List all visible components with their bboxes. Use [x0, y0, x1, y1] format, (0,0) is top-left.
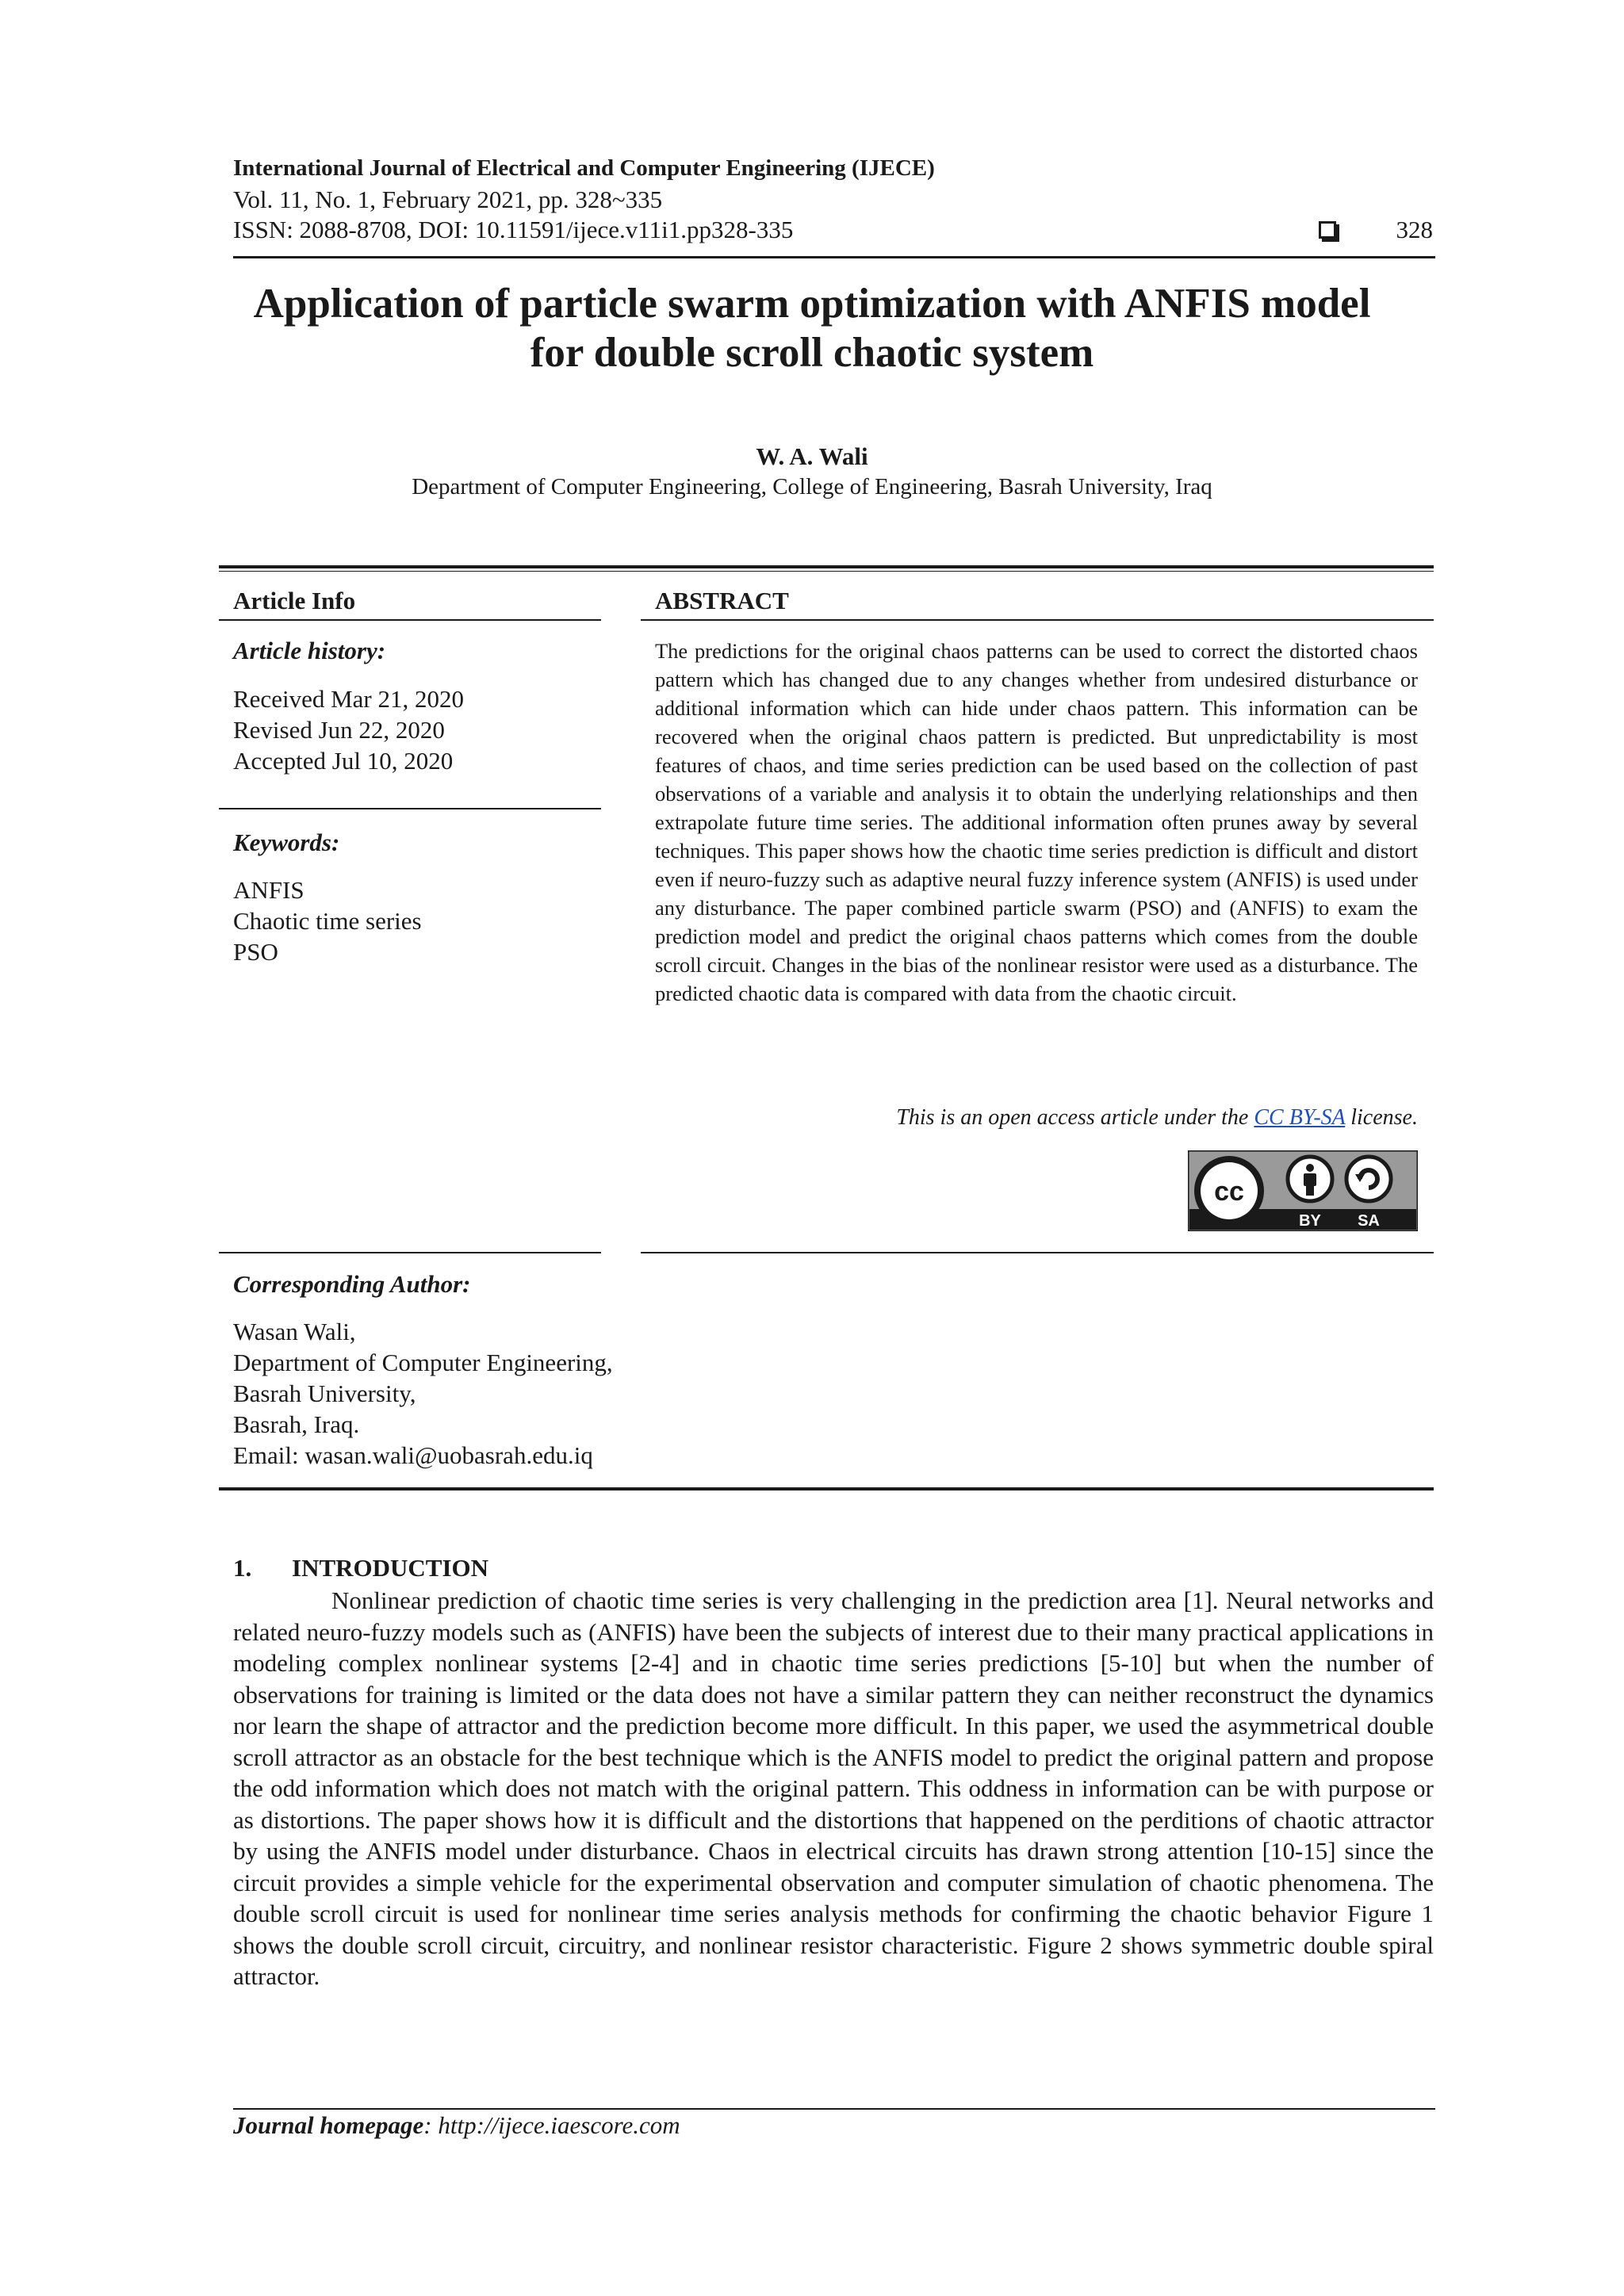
issn-doi: ISSN: 2088-8708, DOI: 10.11591/ijece.v11i1.pp328-335 [233, 216, 794, 243]
section-number: 1. [233, 1554, 252, 1582]
footer-rule [233, 2108, 1435, 2110]
by-person-icon [1288, 1157, 1332, 1201]
author-name: W. A. Wali [756, 442, 868, 470]
keywords-list [233, 874, 422, 967]
article-info-rule [219, 619, 601, 621]
badge-sa-label: SA [1358, 1212, 1380, 1230]
abstract-rule [641, 619, 1434, 621]
page-number: 328 [1396, 216, 1433, 243]
cc-by-sa-badge[interactable] [1188, 1150, 1418, 1231]
sa-share-alike-icon [1346, 1157, 1391, 1201]
cc-letters: cc [1214, 1177, 1244, 1207]
info-top-rule-thin [219, 571, 1434, 572]
corresponding-top-rule [219, 1252, 601, 1253]
footer-label: Journal homepage [233, 2111, 424, 2139]
keyword-item: Chaotic time series [233, 907, 422, 935]
license-link[interactable]: CC BY-SA [1254, 1105, 1346, 1130]
info-bottom-rule [219, 1487, 1434, 1490]
journal-homepage [233, 2111, 680, 2140]
license-statement [655, 1105, 1418, 1131]
abstract-text: The predictions for the original chaos patterns can be used to correct the distorted chaos pattern which has changed due to any changes whether from undesired disturbance or additional information which can hide under chaos pattern. This information can be recovered when the original chaos pattern is predicted. But unpredictability is most features of chaos, and time series prediction can be used based on the collection of past observations of a variable and analysis it to obtain the underlying relationships and then extrapolate future time series. The additional information often prunes away by several techniques. This paper shows how the chaotic time series prediction is difficult and distort even if neuro-fuzzy such as adaptive neural fuzzy inference system (ANFIS) is used under any disturbance. The paper combined particle swarm (PSO) and (ANFIS) to exam the prediction model and predict the original chaos patterns which comes from the double scroll circuit. Changes in the bias of the nonlinear resistor were used as a disturbance. The predicted chaotic data is compared with data from the chaotic circuit. [655, 639, 1418, 1005]
article-history-heading: Article history: [233, 637, 386, 664]
title-line-1: Application of particle swarm optimization with ANFIS model [253, 281, 1371, 327]
corresponding-university: Basrah University, [233, 1380, 416, 1407]
journal-name: International Journal of Electrical and Computer Engineering (IJECE) [233, 155, 935, 181]
paper-title [190, 279, 1434, 377]
article-info-heading: Article Info [233, 587, 356, 614]
square-bullet-icon [1319, 221, 1336, 239]
history-revised: Revised Jun 22, 2020 [233, 716, 445, 744]
section-title: INTRODUCTION [292, 1554, 489, 1582]
corresponding-department: Department of Computer Engineering, [233, 1349, 613, 1376]
introduction-paragraph: Nonlinear prediction of chaotic time series is very challenging in the prediction area [1]. Neural networks and related neuro-fuzzy models such as (ANFIS) have been the subjects of interest due to their many practical applications in modeling complex nonlinear systems [2-4] and in chaotic time series predictions [5-10] but when the number of observations for training is limited or the data does not have a similar pattern they can neither reconstruct the dynamics nor learn the shape of attractor and the prediction become more difficult. In this paper, we used the asymmetrical double scroll attractor as an obstacle for the best technique which is the ANFIS model to predict the original pattern and propose the odd information which does not match with the original pattern. This oddness in information can be with purpose or as distortions. The paper shows how it is difficult and the distortions that happened on the perditions of chaotic attractor by using the ANFIS model under disturbance. Chaos in electrical circuits has drawn strong attention [10-15] since the circuit provides a simple vehicle for the experimental observation and computer simulation of chaotic phenomena. The double scroll circuit is used for nonlinear time series analysis methods for confirming the chaotic behavior Figure 1 shows the double scroll circuit, circuitry, and nonlinear resistor characteristic. Figure 2 shows symmetric double spiral attractor. [233, 1586, 1434, 1990]
article-history-list [233, 683, 464, 776]
keywords-rule [219, 808, 601, 809]
title-line-2: for double scroll chaotic system [530, 330, 1094, 376]
badge-by-label: BY [1299, 1212, 1321, 1230]
keywords-heading: Keywords: [233, 828, 340, 856]
corresponding-location: Basrah, Iraq. [233, 1410, 360, 1438]
introduction-heading [233, 1554, 488, 1582]
author-affiliation: Department of Computer Engineering, College of Engineering, Basrah University, Iraq [412, 474, 1212, 499]
corresponding-author-details [233, 1316, 613, 1471]
abstract-bottom-rule [641, 1252, 1434, 1253]
keyword-item: ANFIS [233, 876, 304, 904]
footer-url[interactable]: : http://ijece.iaescore.com [423, 2111, 680, 2139]
corresponding-name: Wasan Wali, [233, 1318, 356, 1345]
corresponding-author-heading: Corresponding Author: [233, 1270, 471, 1298]
volume-info: Vol. 11, No. 1, February 2021, pp. 328~335 [233, 186, 663, 213]
keyword-item: PSO [233, 938, 278, 966]
license-prefix: This is an open access article under the [896, 1105, 1254, 1130]
info-top-rule [219, 565, 1434, 568]
history-received: Received Mar 21, 2020 [233, 685, 464, 713]
history-accepted: Accepted Jul 10, 2020 [233, 747, 454, 775]
abstract-heading: ABSTRACT [655, 587, 789, 614]
cc-icon [1194, 1156, 1264, 1226]
corresponding-email[interactable]: Email: wasan.wali@uobasrah.edu.iq [233, 1441, 593, 1469]
license-suffix: license. [1345, 1105, 1418, 1130]
header-rule [233, 256, 1435, 258]
cc-badge-graphic [1188, 1150, 1418, 1231]
